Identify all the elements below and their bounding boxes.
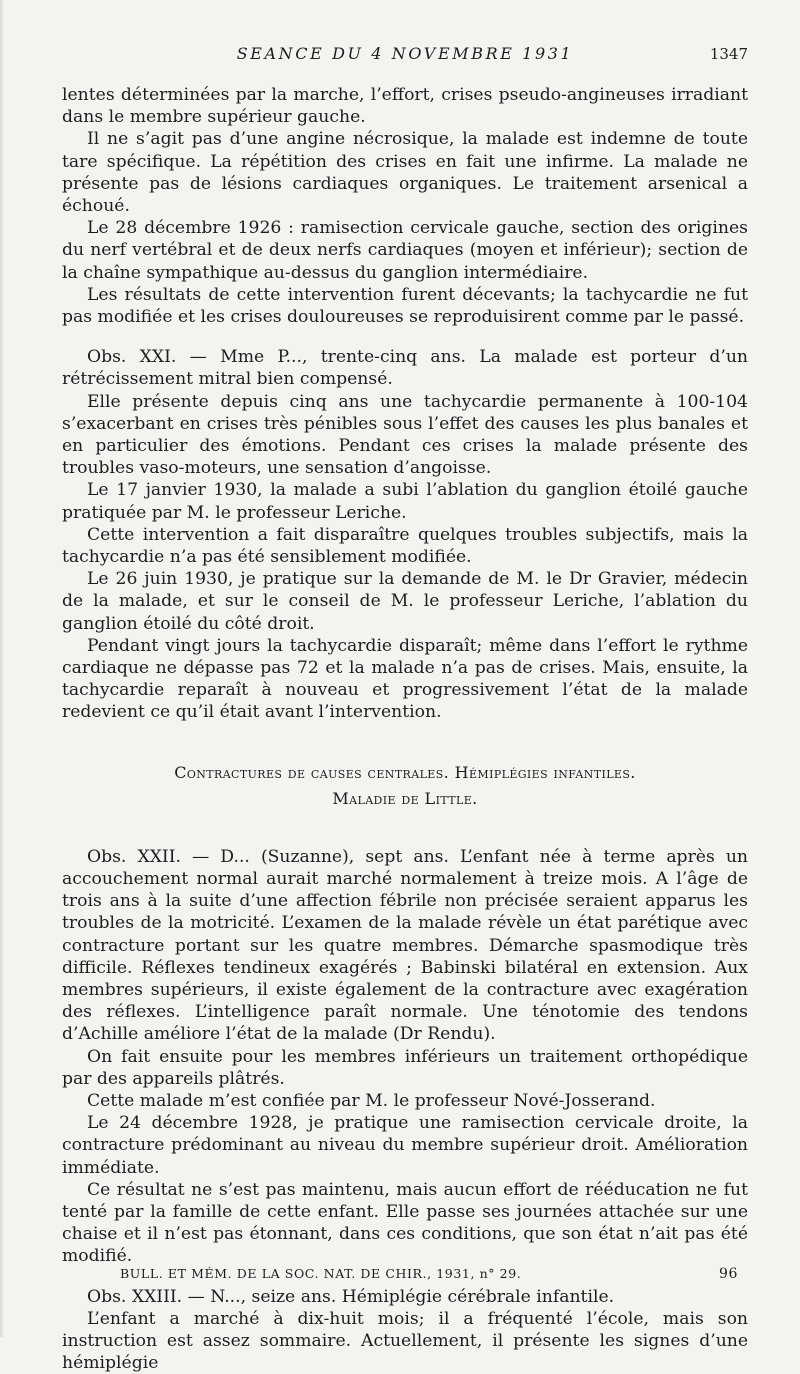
paragraph: Le 24 décembre 1928, je pratique une ramisection cervicale droite, la contracture prédominant au niveau du membre supérieur droit. Amélioration immédiate.: [62, 1113, 748, 1178]
paragraph: Elle présente depuis cinq ans une tachycardie permanente à 100-104 s’exacerbant en crises très pénibles sous l’effet des causes les plus banales et en particulier des émotions. Pendant ces crises la malade présente des troubles vaso-moteurs, une sensation d’angoisse.: [62, 391, 748, 479]
observation-paragraph: Obs. XXII. — D... (Suzanne), sept ans. L’enfant née à terme après un accouchement normal aurait marché normalement à treize mois. A l’âge de trois ans à la suite d’une affection fébrile non précisée seraient apparus les troubles de la motricité. L’examen de la malade révèle un état parétique avec contracture portant sur les quatre membres. Démarche spasmodique très difficile. Réflexes tendineux exagérés ; Babinski bilatéral en extension. Aux membres supérieurs, il existe également de la contracture avec exagération des réflexes. L’intelligence paraît normale. Une ténotomie des tendons d’Achille améliore l’état de la malade (Dr Rendu).: [62, 846, 748, 1045]
running-header: [62, 44, 748, 70]
section-heading: [62, 760, 748, 812]
paragraph: lentes déterminées par la marche, l’effort, crises pseudo-angineuses irradiant dans le membre supérieur gauche.: [62, 85, 748, 128]
paragraph: Le 26 juin 1930, je pratique sur la demande de M. le Dr Gravier, médecin de la malade, et sur le conseil de M. le professeur Leriche, l’ablation du ganglion étoilé du côté droit.: [62, 569, 748, 634]
footer-signature-mark: 96: [718, 1266, 738, 1282]
paragraph: L’enfant a marché à dix-huit mois; il a fréquenté l’école, mais son instruction est assez sommaire. Actuellement, il présente les signes d’une hémiplégie: [62, 1308, 748, 1374]
paragraph: On fait ensuite pour les membres inférieurs un traitement orthopédique par des appareils plâtrés.: [62, 1046, 748, 1089]
body-text: [62, 84, 748, 1374]
observation-paragraph: Obs. XXIII. — N..., seize ans. Hémiplégie cérébrale infantile.: [87, 1286, 615, 1307]
paragraph: Les résultats de cette intervention furent décevants; la tachycardie ne fut pas modifiée et les crises douloureuses se reproduisirent comme par le passé.: [62, 284, 748, 328]
paragraph: Pendant vingt jours la tachycardie disparaît; même dans l’effort le rythme cardiaque ne dépasse pas 72 et la malade n’a pas de crises. Mais, ensuite, la tachycardie reparaît à nouveau et progressivement l’état de la malade redevient ce qu’il était avant l’intervention.: [62, 635, 748, 723]
paragraph: Le 17 janvier 1930, la malade a subi l’ablation du ganglion étoilé gauche pratiquée par M. le professeur Leriche.: [62, 480, 748, 523]
paragraph: Il ne s’agit pas d’une angine nécrosique, la malade est indemne de toute tare spécifique. La répétition des crises en fait une infirme. La malade ne présente pas de lésions cardiaques organiques. Le traitement arsenical a échoué.: [62, 129, 748, 217]
paragraph: Le 28 décembre 1926 : ramisection cervicale gauche, section des origines du nerf vertébral et de deux nerfs cardiaques (moyen et inférieur); section de la chaîne sympathique au-dessus du ganglion intermédiaire.: [62, 218, 748, 283]
paragraph: Cette malade m’est confiée par M. le professeur Nové-Josserand.: [87, 1090, 656, 1111]
paragraph: Cette intervention a fait disparaître quelques troubles subjectifs, mais la tachycardie n’a pas été sensiblement modifiée.: [62, 524, 748, 568]
page-footer: [120, 1266, 738, 1288]
running-title: SEANCE DU 4 NOVEMBRE 1931: [236, 44, 574, 63]
scan-edge-shadow: [0, 0, 4, 1337]
observation-paragraph: Obs. XXI. — Mme P..., trente-cinq ans. La malade est porteur d’un rétrécissement mitral bien compensé.: [62, 347, 748, 390]
footer-citation: BULL. ET MÉM. DE LA SOC. NAT. DE CHIR., 1931, n° 29.: [120, 1266, 522, 1281]
section-heading-line-1: Contractures de causes centrales. Hémiplégies infantiles.: [174, 762, 636, 782]
page-number: 1347: [709, 45, 748, 63]
section-heading-line-2: Maladie de Little.: [332, 788, 478, 808]
paragraph: Ce résultat ne s’est pas maintenu, mais aucun effort de rééducation ne fut tenté par la famille de cette enfant. Elle passe ses journées attachée sur une chaise et il n’est pas étonnant, dans ces conditions, que son état n’ait pas été modifié.: [62, 1179, 748, 1267]
